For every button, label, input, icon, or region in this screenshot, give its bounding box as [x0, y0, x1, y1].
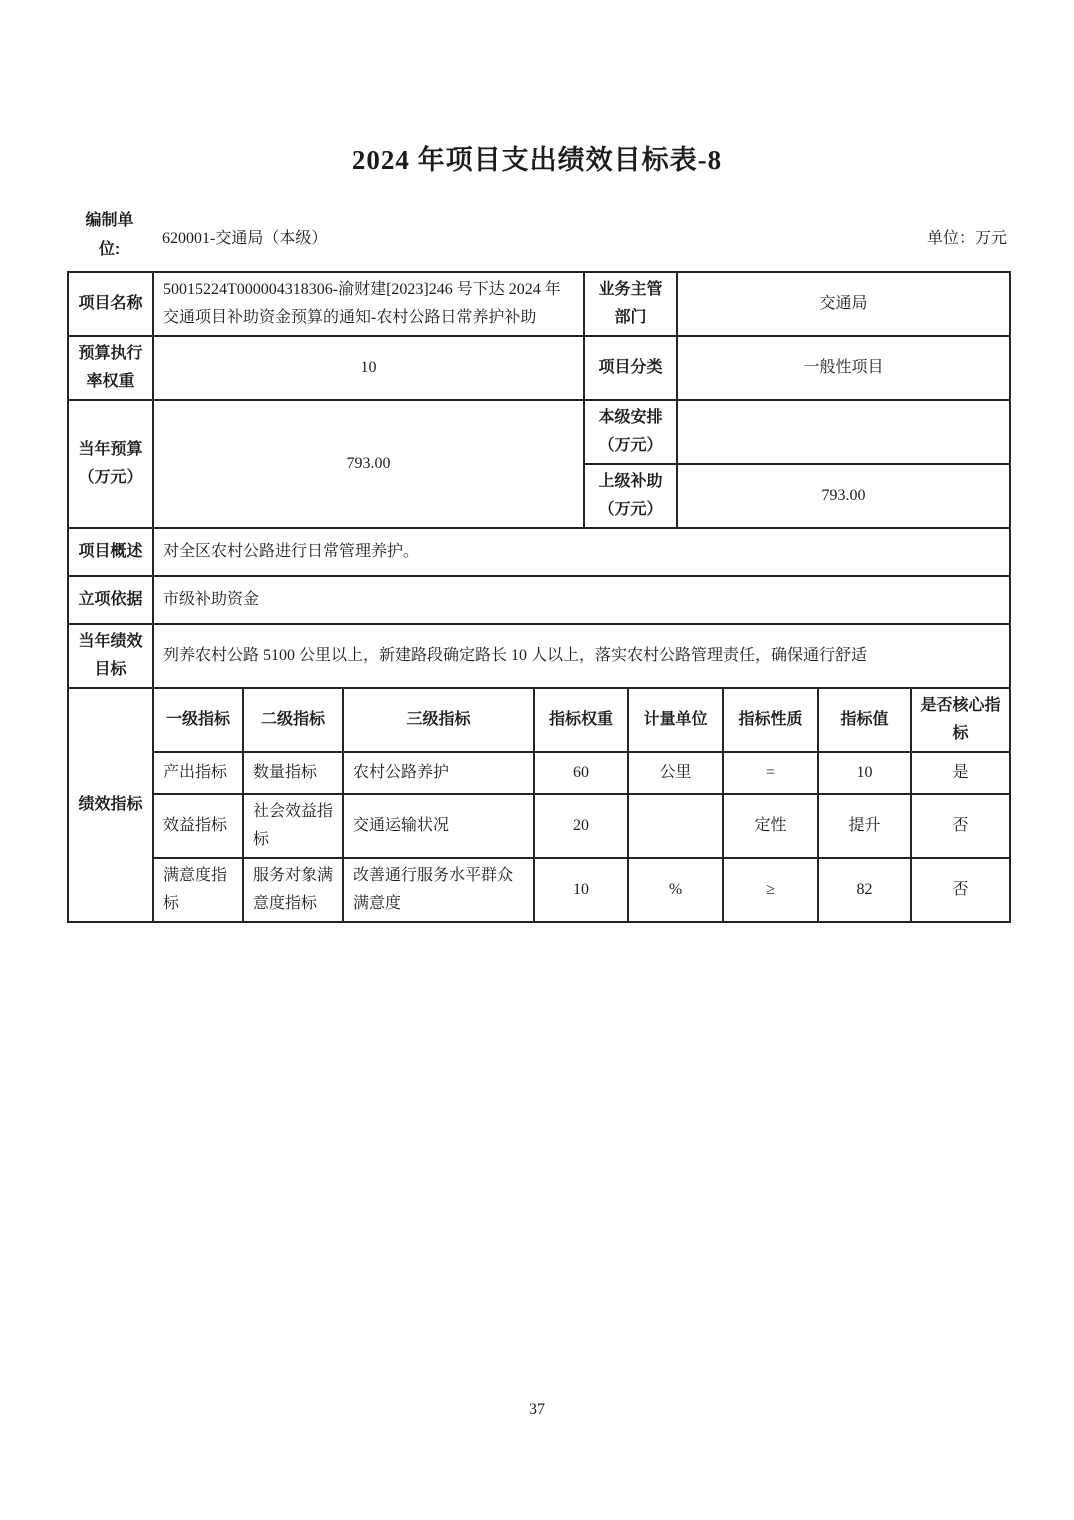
- project-info-table: [67, 271, 1011, 689]
- indicator-cell: 社会效益指标: [243, 794, 343, 858]
- superior-subsidy-value: 793.00: [677, 464, 1010, 528]
- basis-label: 立项依据: [68, 576, 153, 624]
- indicator-cell: 否: [911, 794, 1010, 858]
- budget-value: 793.00: [153, 400, 584, 528]
- indicator-cell: 否: [911, 858, 1010, 922]
- local-arrangement-value: [677, 400, 1010, 464]
- annual-goal-value: 列养农村公路 5100 公里以上，新建路段确定路长 10 人以上，落实农村公路管理责任，确保通行舒适: [153, 624, 1010, 688]
- indicator-row: [68, 794, 1010, 858]
- indicator-cell: 改善通行服务水平群众满意度: [343, 858, 534, 922]
- table-row: [68, 400, 1010, 464]
- exec-weight-label: 预算执行率权重: [68, 336, 153, 400]
- indicator-cell: 20: [534, 794, 628, 858]
- currency-unit-note: 单位：万元: [926, 229, 1007, 247]
- indicator-cell: 公里: [628, 752, 723, 794]
- indicator-cell: 满意度指标: [153, 858, 243, 922]
- overview-value: 对全区农村公路进行日常管理养护。: [153, 528, 1010, 576]
- superior-subsidy-label: 上级补助（万元）: [584, 464, 677, 528]
- category-label: 项目分类: [584, 336, 677, 400]
- category-value: 一般性项目: [677, 336, 1010, 400]
- col-header-value: 指标值: [818, 688, 911, 752]
- col-header-level1: 一级指标: [153, 688, 243, 752]
- page-title: 2024 年项目支出绩效目标表-8: [351, 145, 723, 175]
- col-header-unit: 计量单位: [628, 688, 723, 752]
- annual-goal-label: 当年绩效目标: [68, 624, 153, 688]
- table-row: [68, 336, 1010, 400]
- table-row: [68, 576, 1010, 624]
- col-header-core: 是否核心指标: [911, 688, 1010, 752]
- indicator-cell: 是: [911, 752, 1010, 794]
- indicator-cell: 10: [818, 752, 911, 794]
- budget-label: 当年预算（万元）: [68, 400, 153, 528]
- indicator-row: [68, 858, 1010, 922]
- indicator-cell: 定性: [723, 794, 818, 858]
- indicator-table: [67, 687, 1011, 923]
- project-name-value: 50015224T000004318306-渝财建[2023]246 号下达 2024 年交通项目补助资金预算的通知-农村公路日常养护补助: [153, 272, 584, 336]
- indicator-cell: 产出指标: [153, 752, 243, 794]
- indicator-cell: 农村公路养护: [343, 752, 534, 794]
- table-row: [68, 528, 1010, 576]
- overview-label: 项目概述: [68, 528, 153, 576]
- indicator-cell: %: [628, 858, 723, 922]
- indicator-row: [68, 752, 1010, 794]
- local-arrangement-label: 本级安排（万元）: [584, 400, 677, 464]
- budget-table: [67, 271, 1009, 923]
- indicator-cell: 服务对象满意度指标: [243, 858, 343, 922]
- col-header-level3: 三级指标: [343, 688, 534, 752]
- dept-label: 业务主管部门: [584, 272, 677, 336]
- indicator-cell: ≥: [723, 858, 818, 922]
- indicator-section-label: 绩效指标: [68, 688, 153, 922]
- table-row: [68, 624, 1010, 688]
- basis-value: 市级补助资金: [153, 576, 1010, 624]
- indicator-cell: 提升: [818, 794, 911, 858]
- indicator-cell: =: [723, 752, 818, 794]
- indicator-cell: 60: [534, 752, 628, 794]
- prep-unit-row: [67, 204, 1009, 268]
- exec-weight-value: 10: [153, 336, 584, 400]
- dept-value: 交通局: [677, 272, 1010, 336]
- indicator-cell: 效益指标: [153, 794, 243, 858]
- indicator-cell: 交通运输状况: [343, 794, 534, 858]
- table-row: [68, 272, 1010, 336]
- project-name-label: 项目名称: [68, 272, 153, 336]
- indicator-cell: [628, 794, 723, 858]
- col-header-level2: 二级指标: [243, 688, 343, 752]
- indicator-header-row: [68, 688, 1010, 752]
- indicator-cell: 82: [818, 858, 911, 922]
- indicator-cell: 数量指标: [243, 752, 343, 794]
- page-number: 37: [529, 1401, 545, 1418]
- indicator-cell: 10: [534, 858, 628, 922]
- prep-unit-value: 620001-交通局（本级）: [162, 229, 328, 247]
- col-header-weight: 指标权重: [534, 688, 628, 752]
- prep-unit-label: 编制单位:: [85, 212, 134, 258]
- col-header-nature: 指标性质: [723, 688, 818, 752]
